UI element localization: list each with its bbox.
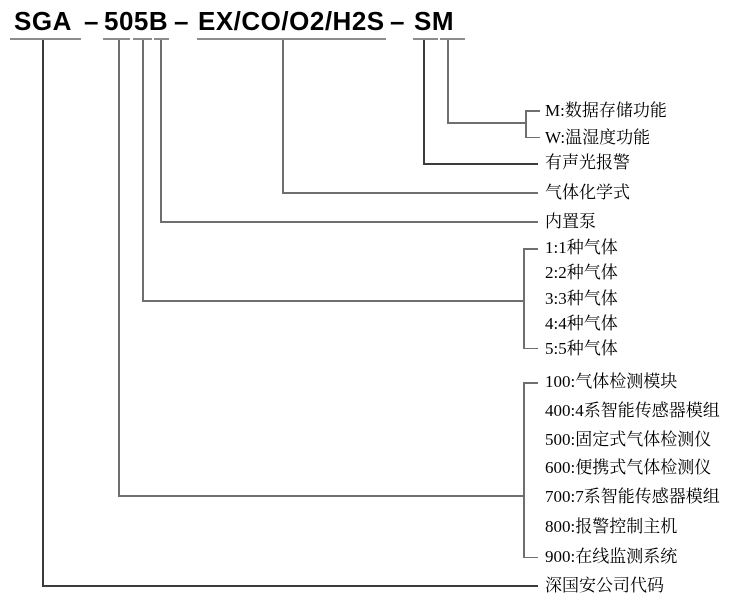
mw-bracket-tick-top (525, 110, 540, 112)
mw-bracket-vertical (525, 110, 527, 138)
series-connector-horizontal (118, 495, 524, 497)
underline-sga (10, 38, 81, 40)
gascount-bracket-tick-bottom (523, 348, 538, 350)
gascount-bracket-tick-top (523, 248, 538, 250)
label-gas-formula: 气体化学式 (545, 183, 630, 202)
separator-dash: – (174, 6, 189, 36)
label-builtin-pump: 内置泵 (545, 212, 596, 231)
pump-connector-vertical (160, 40, 162, 222)
sga-connector-horizontal (42, 585, 538, 587)
label-w-option: W:温湿度功能 (545, 128, 651, 147)
alarm-connector-vertical (423, 40, 425, 164)
formula-connector-vertical (282, 40, 284, 193)
label-series-700: 700:7系智能传感器模组 (545, 487, 720, 506)
separator-dash: – (390, 6, 405, 36)
pump-connector-horizontal (160, 221, 538, 223)
underline-505b-1 (103, 38, 130, 40)
series-bracket-tick-top (523, 382, 538, 384)
alarm-connector-horizontal (423, 163, 538, 165)
label-gas-count-3: 3:3种气体 (545, 289, 618, 308)
label-series-400: 400:4系智能传感器模组 (545, 401, 720, 420)
series-bracket-vertical (523, 382, 525, 558)
label-m-option: M:数据存储功能 (545, 101, 667, 120)
gascount-connector-horizontal (142, 300, 523, 302)
label-series-600: 600:便携式气体检测仪 (545, 458, 712, 477)
label-series-800: 800:报警控制主机 (545, 517, 678, 536)
label-gas-count-2: 2:2种气体 (545, 263, 618, 282)
mw-connector-vertical (447, 40, 449, 124)
gascount-connector-vertical (142, 40, 144, 301)
model-segment-505b: 505B (104, 6, 169, 36)
label-gas-count-4: 4:4种气体 (545, 314, 618, 333)
underline-m (440, 38, 465, 40)
sga-connector-vertical (42, 40, 44, 586)
formula-connector-horizontal (282, 192, 538, 194)
label-series-900: 900:在线监测系统 (545, 547, 678, 566)
model-segment-gases: EX/CO/O2/H2S (198, 6, 385, 36)
model-segment-sm: SM (414, 6, 454, 36)
gascount-bracket-vertical (523, 248, 525, 349)
series-bracket-tick-bottom (523, 557, 538, 559)
series-connector-vertical (118, 40, 120, 496)
underline-gases (197, 38, 386, 40)
label-alarm: 有声光报警 (545, 153, 630, 172)
separator-dash: – (84, 6, 99, 36)
underline-s (413, 38, 438, 40)
label-gas-count-1: 1:1种气体 (545, 238, 618, 257)
model-segment-sga: SGA (14, 6, 72, 36)
mw-connector-horizontal (447, 122, 525, 124)
label-gas-count-5: 5:5种气体 (545, 339, 618, 358)
mw-bracket-tick-bottom (525, 137, 540, 139)
label-company-code: 深国安公司代码 (545, 576, 664, 595)
underline-505b-3 (154, 38, 169, 40)
label-series-500: 500:固定式气体检测仪 (545, 430, 712, 449)
label-series-100: 100:气体检测模块 (545, 372, 678, 391)
